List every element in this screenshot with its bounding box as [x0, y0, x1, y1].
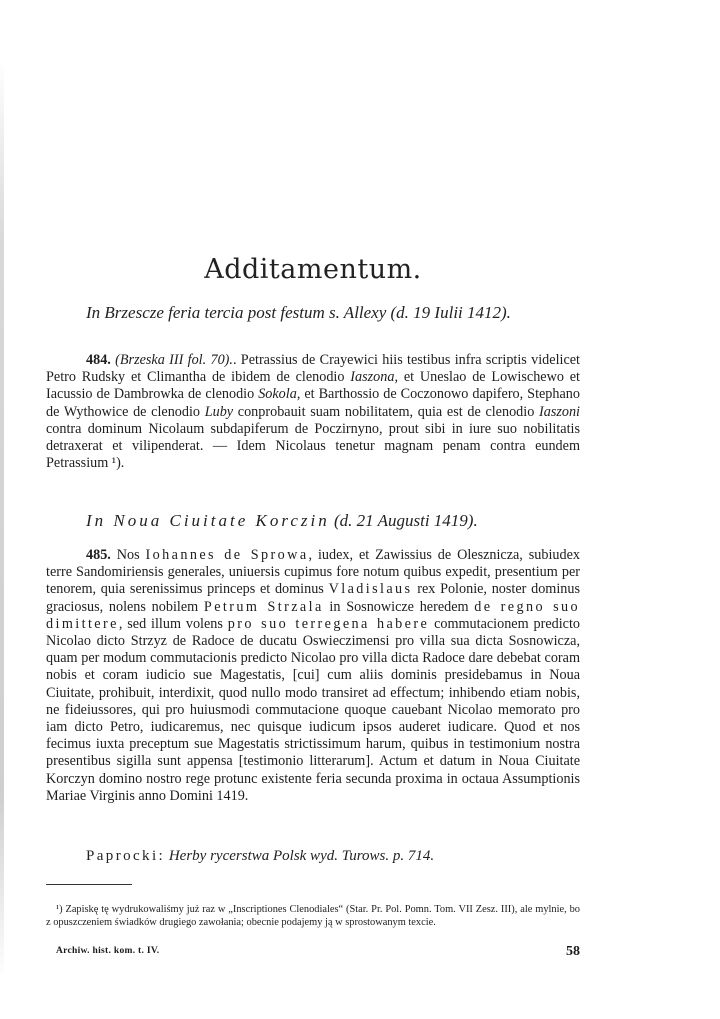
- person-name: Vladislaus: [328, 581, 413, 598]
- section-heading-485: [46, 510, 580, 532]
- clenodium-name: Iaszoni: [539, 403, 580, 420]
- entry-number: 484.: [86, 352, 111, 368]
- section-heading-484: In Brzescze feria tercia post festum s. Allexy (d. 19 Iulii 1412).: [86, 303, 511, 322]
- person-name: Iohannes de Sprowa: [145, 547, 309, 563]
- entry-reference: (Brzeska III fol. 70).: [115, 352, 233, 368]
- entry-text: commutacionem predicto Nicolao dicto Strzyz de Radoce de ducatu Oswieczimensi pro villa sua dicta Sosnowicza, quam per modum commutacionis predicto Nicolao pro villa dicta Radoce dare debebat coram nobis et coram iudicio sue Magestatis, [cui] cum aliis dominis presidebamus in Noua Ciuitate, prohibuit, interdixit, quod nullo modo transiret ad effectum; inhibendo etiam nobis, ne fideiussores, qui pro huiusmodi commutacione quoque cauebant Nicolao memorato pro iam dicto Petro, iudicaremus, nec quisque iudicum ipsos auderet iudicare. Quod et nos fecimus iuxta preceptum sue Magestatis strictissimum harum, quibus in testimonium nostra presentibus sigilla sunt appensa [testimonio litterarum]. Actum et datum in Noua Ciuitate Korczyn domino nostro rege protunc existente feria secunda proxima in octaua Assumptionis Mariae Virginis anno Domini 1419.: [46, 615, 580, 804]
- source-work: Herby rycerstwa Polsk wyd. Turows. p. 714.: [168, 848, 435, 864]
- source-author: Paprocki:: [86, 848, 166, 864]
- entry-text: conprobauit suam nobilitatem, quia est de clenodio: [233, 403, 539, 420]
- entry-text: in Sosnowicze heredem: [323, 598, 475, 615]
- page-title: Additamentum.: [204, 254, 422, 285]
- entry-text: , iudex, et Zawissius de Olesznicza, subiudex terre Sandomiriensis generales, uniuersis cupimus fore notum quibus expedit, presentium per tenorem, quia serenissimus princeps et dominus: [46, 547, 580, 598]
- entry-number: 485.: [86, 547, 111, 563]
- entry-484: [46, 352, 580, 472]
- footnote-divider: [46, 884, 132, 885]
- entry-text: . Petrassius de Crayewici hiis testibus infra scriptis videlicet Petro Rudsky et Climantha de ibidem de clenodio: [46, 352, 580, 386]
- emphasis-phrase: pro suo terregena habere: [227, 615, 430, 632]
- footer-reference: Archiw. hist. kom. t. IV.: [56, 946, 160, 956]
- entry-485-body: [46, 547, 580, 805]
- person-name: Petrum Strzala: [203, 598, 324, 615]
- page-footer: [46, 946, 580, 962]
- footnote: [46, 903, 580, 929]
- entry-text: , et Uneslao de Lowischewo et Iacussio de Dambrowka de clenodio: [46, 369, 580, 403]
- entry-text: rex Polonie, noster dominus graciosus, nolens nobilem: [46, 581, 580, 615]
- page-number: 58: [566, 944, 580, 959]
- emphasis-phrase: de regno suo dimittere: [46, 598, 580, 632]
- source-citation: [86, 848, 434, 865]
- heading-place: In Noua Ciuitate Korczin: [86, 511, 330, 530]
- entry-484-body: [46, 352, 580, 472]
- scan-edge-shadow: [0, 60, 4, 980]
- entry-text: , sed illum volens: [118, 615, 228, 632]
- clenodium-name: Luby: [204, 403, 234, 420]
- entry-text: Nos: [110, 547, 146, 563]
- footnote-text: ¹) Zapiskę tę wydrukowaliśmy już raz w „Inscriptiones Clenodiales“ (Star. Pr. Pol. Pomn. Tom. VII Zesz. III), ale mylnie, bo z opuszczeniem świadków drugiego zawołania; obecnie podajemy ją w sprostowanym texcie.: [46, 904, 580, 928]
- clenodium-name: Iaszona: [350, 369, 395, 386]
- heading-date: (d. 21 Augusti 1419).: [329, 511, 478, 530]
- entry-485: [46, 547, 580, 805]
- entry-text: , et Barthossio de Coczonowo dapifero, Stephano de Wythowice de clenodio: [46, 386, 580, 420]
- clenodium-name: Sokola: [258, 386, 297, 403]
- entry-text: contra dominum Nicolaum subdapiferum de Poczirnyno, prout sibi in iure suo nobilitatis detraxerat et vilipenderat. — Idem Nicolaus tenetur magnam penam contra eundem Petrassium ¹).: [46, 420, 580, 472]
